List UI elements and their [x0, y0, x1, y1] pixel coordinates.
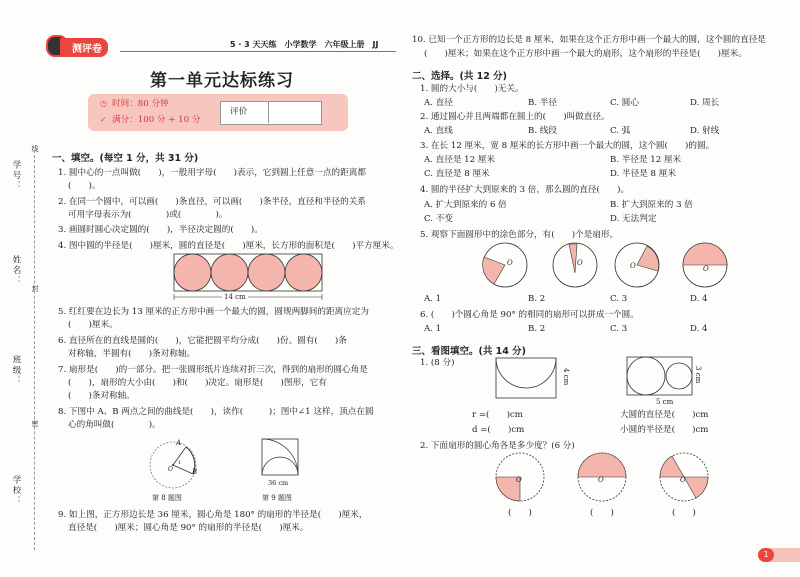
fig8-angle-1: 1	[178, 460, 182, 466]
fig9-side-label: 36 cm	[268, 479, 289, 487]
score-label: 满分：100 分 + 10 分	[112, 115, 201, 125]
q10-line2: ( )厘米；如果在这个正方形中画一个最大的扇形，这个扇形的半径是( )厘米。	[424, 49, 747, 59]
q5-line2: ( )厘米。	[68, 320, 118, 330]
s2-q6-opt-a[interactable]: A. 1	[424, 324, 442, 334]
s2-q4-opt-d[interactable]: D. 无法判定	[610, 214, 657, 224]
s3-q2-circles	[494, 451, 724, 503]
q8-line1: 8. 下图中 A、B 两点之间的曲线是( )，读作( )；图中∠1 这样，顶点在圆	[58, 407, 374, 417]
q6-line2: 对称轴，半圆有( )条对称轴。	[68, 349, 196, 359]
q6-line1: 6. 直径所在的直线是圆的( )，它能把圆平均分成( )份。圆有( )条	[58, 336, 347, 346]
s3-big-diameter: 大圆的直径是( )cm	[620, 410, 709, 420]
s2-q1: 1. 圆的大小与( )无关。	[420, 84, 524, 94]
s2-q2-opt-a[interactable]: A. 直线	[424, 126, 453, 136]
name-label: 姓名：	[11, 255, 21, 287]
s2-q4-opt-b[interactable]: B. 扩大到原来的 3 倍	[610, 200, 693, 210]
q1-line1: 1. 圆中心的一点叫做( )，一般用字母( )表示，它到圆上任意一点的距离都	[58, 168, 366, 178]
test-badge: 测评卷	[60, 38, 108, 57]
s2-q2-opt-c[interactable]: C. 弧	[610, 126, 631, 136]
seal-secret-text: 密	[31, 420, 39, 429]
section3-title: 三、看图填空。(共 14 分)	[412, 346, 527, 357]
s3-blank-3[interactable]: ( )	[672, 508, 696, 518]
s2-q5-circles	[480, 241, 750, 289]
s2-q3: 3. 在长 12 厘米，宽 8 厘米的长方形中画一个最大的圆，这个圆( )的圆。	[420, 141, 715, 151]
s3-q2: 2. 下面扇形的圆心角各是多少度？(6 分)	[420, 441, 575, 451]
section2-title: 二、选择。(共 12 分)	[412, 71, 508, 82]
class-label: 班级：	[11, 355, 21, 387]
s2-q1-opt-b[interactable]: B. 半径	[528, 98, 557, 108]
s2-q5-opt-c[interactable]: C. 3	[610, 294, 628, 304]
school-label: 学校：	[11, 475, 21, 507]
q2-line1: 2. 在同一个圆中，可以画( )条直径，可以画( )条半径，直径和半径的关系	[58, 197, 366, 207]
s2-q1-opt-d[interactable]: D. 周长	[690, 98, 720, 108]
q5-c3-o: O	[630, 262, 636, 270]
s2-q3-opt-d[interactable]: D. 半径是 8 厘米	[610, 169, 676, 179]
q4: 4. 图中圆的半径是( )厘米，圆的直径是( )厘米，长方形的面积是( )平方厘米。	[58, 241, 399, 251]
s3-fig2-width: 5 cm	[656, 398, 674, 406]
s2-q6: 6. ( )个圆心角是 90° 的相同的扇形可以拼成一个圆。	[420, 310, 639, 320]
q3: 3. 画圆时圆心决定圆的( )，半径决定圆的( )。	[58, 225, 263, 235]
fig8-caption: 第 8 题图	[152, 494, 182, 502]
s2-q1-opt-c[interactable]: C. 圆心	[610, 98, 639, 108]
s3-radius-line: r =( )cm	[472, 410, 523, 420]
s2-q2: 2. 通过圆心并且两端都在圆上的( )叫做直径。	[420, 112, 610, 122]
s2-q2-opt-b[interactable]: B. 线段	[528, 126, 557, 136]
s3-small-radius: 小圆的半径是( )cm	[620, 425, 709, 435]
footer-tab	[770, 548, 800, 562]
clock-icon: ◷	[100, 99, 107, 108]
q2-line2: 可用字母表示为( )或( )。	[68, 210, 228, 220]
q4-width-label: 14 cm	[224, 293, 246, 301]
eval-divider	[268, 101, 269, 123]
q5-c1-o: O	[507, 259, 513, 267]
s2-q6-opt-c[interactable]: C. 3	[610, 324, 628, 334]
series-label: 5 · 3 天天练 小学数学 六年级上册 JJ	[230, 40, 379, 49]
q9-line1: 9. 如上图，正方形边长是 36 厘米，圆心角是 180° 的扇形的半径是( )厘米，	[58, 510, 368, 520]
s3-c2-o: O	[598, 476, 604, 484]
seal-seal-text: 封	[31, 285, 39, 294]
s2-q4-opt-a[interactable]: A. 扩大到原来的 6 倍	[424, 200, 507, 210]
q7-line1: 7. 扇形是( )的一部分。把一张圆形纸片连续对折三次，得到的扇形的圆心角是	[58, 365, 368, 375]
check-icon: ✓	[100, 115, 107, 124]
q10-line1: 10. 已知一个正方形的边长是 8 厘米，如果在这个正方形中画一个最大的圆，这个圆的直径是	[412, 35, 766, 45]
s3-fig1	[494, 356, 564, 402]
page-number: 1	[758, 548, 774, 562]
time-label: 时间：80 分钟	[112, 99, 169, 109]
q8-line2: 心的角叫做( )。	[68, 420, 161, 430]
q4-figure	[168, 252, 328, 302]
fig8-point-b: B	[192, 468, 198, 476]
s3-fig2	[625, 355, 700, 399]
q5-c2-o: O	[577, 259, 583, 267]
student-id-label: 学号：	[11, 160, 21, 192]
s3-c3-o: O	[680, 476, 686, 484]
q9-line2: 直径是( )厘米；圆心角是 90° 的扇形的半径是( )厘米。	[68, 523, 309, 533]
q7-line3: ( )条对称轴。	[68, 391, 135, 401]
s2-q6-opt-d[interactable]: D. 4	[690, 324, 708, 334]
s3-fig1-height: 4 cm	[562, 368, 570, 386]
page-title: 第一单元达标练习	[150, 71, 294, 91]
s3-fig2-height: 3 cm	[694, 366, 702, 384]
s2-q5: 5. 观察下面圆形中的涂色部分，有( )个是扇形。	[420, 230, 619, 240]
s3-diameter-line: d =( )cm	[472, 425, 525, 435]
q5-line1: 5. 红红要在边长为 13 厘米的正方形中画一个最大的圆，圆规两脚间的距离应定为	[58, 307, 369, 317]
q7-line2: ( )，扇形的大小由( )和( )决定。扇形是( )图形，它有	[68, 378, 327, 388]
s2-q3-opt-a[interactable]: A. 直径是 12 厘米	[424, 155, 496, 165]
fig8-point-a: A	[176, 439, 182, 447]
s2-q4-opt-c[interactable]: C. 不变	[424, 214, 453, 224]
s2-q2-opt-d[interactable]: D. 射线	[690, 126, 720, 136]
s2-q3-opt-b[interactable]: B. 半径是 12 厘米	[610, 155, 682, 165]
s2-q5-opt-a[interactable]: A. 1	[424, 294, 442, 304]
s3-c1-o: O	[516, 476, 522, 484]
fig9-caption: 第 9 题图	[262, 494, 292, 502]
header-rule	[120, 51, 396, 52]
binding-line	[34, 150, 35, 550]
fig8-circle	[140, 438, 210, 490]
s2-q3-opt-c[interactable]: C. 直径是 8 厘米	[424, 169, 490, 179]
q5-c4-o: O	[703, 265, 709, 273]
s2-q5-opt-b[interactable]: B. 2	[528, 294, 546, 304]
s2-q6-opt-b[interactable]: B. 2	[528, 324, 546, 334]
section1-title: 一、填空。(每空 1 分，共 31 分)	[52, 153, 199, 164]
eval-label: 评价	[230, 107, 248, 117]
s3-blank-1[interactable]: ( )	[508, 508, 532, 518]
fig9-square	[260, 437, 310, 477]
s3-blank-2[interactable]: ( )	[590, 508, 614, 518]
s3-q1: 1. (8 分)	[420, 358, 455, 368]
s2-q4: 4. 圆的半径扩大到原来的 3 倍，那么圆的直径( )。	[420, 185, 630, 195]
fig8-point-o: O	[168, 466, 173, 473]
seal-line-text: 线	[31, 145, 39, 154]
q1-line2: ( )。	[68, 181, 101, 191]
s2-q5-opt-d[interactable]: D. 4	[690, 294, 708, 304]
s2-q1-opt-a[interactable]: A. 直径	[424, 98, 453, 108]
